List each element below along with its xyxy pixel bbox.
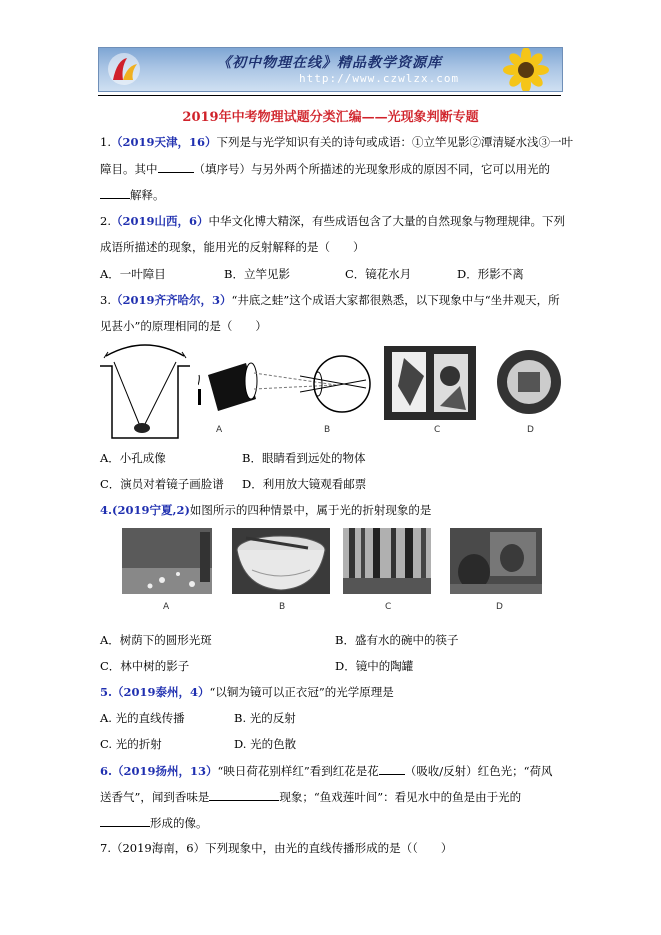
q6-source: 6.（2019扬州，13） bbox=[100, 764, 218, 778]
q4-label-c: C bbox=[385, 602, 392, 612]
q5-line1 bbox=[100, 684, 394, 700]
q1-text2a: 障目。其中 bbox=[100, 162, 158, 176]
q1-text2b: （填序号）与另外两个所描述的光现象形成的原因不同，它可以用光的 bbox=[193, 162, 550, 176]
q3-label-a: A bbox=[216, 425, 223, 435]
q1-source: （2019天津，16） bbox=[110, 135, 217, 149]
q5-option-c[interactable]: C. 光的折射 bbox=[100, 737, 162, 751]
q6-text1a: “映日荷花别样红”看到红花是花 bbox=[217, 764, 379, 778]
q6-text2a: 送香气”，闻到香味是 bbox=[100, 790, 210, 804]
q1-text3: 解释。 bbox=[130, 188, 165, 202]
q1-number: 1. bbox=[100, 135, 111, 149]
banner-url: http://www.czwlzx.com bbox=[299, 72, 460, 85]
q4-option-b[interactable]: B．盛有水的碗中的筷子 bbox=[335, 633, 459, 647]
sunflower-icon bbox=[496, 48, 556, 91]
q6-text2b: 现象；“鱼戏莲叶间”：看见水中的鱼是由于光的 bbox=[279, 790, 522, 804]
q2-option-d[interactable]: D．形影不离 bbox=[457, 267, 524, 281]
q4-bowl-chopsticks-photo bbox=[232, 528, 330, 594]
site-logo-icon bbox=[107, 52, 141, 86]
q1-line1 bbox=[100, 134, 573, 150]
q2-option-a[interactable]: A．一叶障目 bbox=[100, 267, 166, 281]
q3-line2: 见甚小”的原理相同的是（ ） bbox=[100, 319, 267, 333]
q2-option-c[interactable]: C．镜花水月 bbox=[345, 267, 412, 281]
q4-source: 4.(2019宁夏,2) bbox=[100, 503, 190, 517]
q6-blank3[interactable] bbox=[100, 814, 150, 827]
q3-text1: “井底之蛙”这个成语大家都很熟悉，以下现象中与“坐井观天，所 bbox=[231, 293, 560, 307]
q6-blank2[interactable] bbox=[209, 788, 279, 801]
q6-text3: 形成的像。 bbox=[150, 816, 208, 830]
q6-line2 bbox=[100, 788, 521, 805]
q7-number: 7. bbox=[100, 841, 111, 855]
q4-label-b: B bbox=[279, 602, 286, 612]
q3-eye-figure bbox=[300, 348, 380, 418]
q3-number: 3. bbox=[100, 293, 111, 307]
q3-label-d: D bbox=[527, 425, 534, 435]
q3-option-c[interactable]: C．演员对着镜子画脸谱 bbox=[100, 477, 224, 491]
q6-text1b: （吸收/反射）红色光；“荷风 bbox=[404, 764, 553, 778]
q3-label-b: B bbox=[324, 425, 331, 435]
q7-line1 bbox=[100, 840, 452, 856]
q3-source: （2019齐齐哈尔，3） bbox=[110, 293, 232, 307]
q5-option-b[interactable]: B. 光的反射 bbox=[234, 711, 296, 725]
page-title: 2019年中考物理试题分类汇编——光现象判断专题 bbox=[182, 110, 479, 125]
q2-line1 bbox=[100, 213, 565, 229]
q1-blank1[interactable] bbox=[158, 160, 194, 173]
banner-title: 《初中物理在线》精品教学资源库 bbox=[217, 55, 442, 71]
q4-tree-shade-photo bbox=[122, 528, 212, 594]
q3-mirror-photo bbox=[384, 346, 476, 420]
q1-blank2[interactable] bbox=[100, 186, 130, 199]
q4-mirror-jar-photo bbox=[450, 528, 542, 594]
q3-option-b[interactable]: B．眼睛看到远处的物体 bbox=[242, 451, 366, 465]
header-rule bbox=[98, 95, 561, 96]
q7-text1: 下列现象中，由光的直线传播形成的是（（ ） bbox=[205, 841, 453, 855]
q1-text1: 下列是与光学知识有关的诗句或成语：①立竿见影②潭清疑水浅③一叶 bbox=[216, 135, 573, 149]
header-banner bbox=[98, 47, 563, 92]
q3-option-d[interactable]: D．利用放大镜观看邮票 bbox=[242, 477, 367, 491]
q2-number: 2. bbox=[100, 214, 111, 228]
q6-blank1[interactable] bbox=[379, 762, 405, 775]
q4-option-c[interactable]: C．林中树的影子 bbox=[100, 659, 190, 673]
q1-line2 bbox=[100, 160, 550, 177]
q1-line3 bbox=[100, 186, 165, 203]
q4-option-d[interactable]: D．镜中的陶罐 bbox=[335, 659, 414, 673]
q4-label-d: D bbox=[496, 602, 503, 612]
q5-source: 5.（2019泰州，4） bbox=[100, 685, 210, 699]
q2-text1: 中华文化博大精深，有些成语包含了大量的自然现象与物理规律。下列 bbox=[208, 214, 565, 228]
q5-option-a[interactable]: A. 光的直线传播 bbox=[100, 711, 185, 725]
q6-line1 bbox=[100, 762, 553, 779]
q2-option-b[interactable]: B．立竿见影 bbox=[224, 267, 290, 281]
q4-text1: 如图所示的四种情景中，属于光的折射现象的是 bbox=[189, 503, 432, 517]
q4-forest-photo bbox=[343, 528, 431, 594]
q3-well-frog-figure bbox=[100, 338, 190, 440]
q2-source: （2019山西，6） bbox=[110, 214, 209, 228]
q3-line1 bbox=[100, 292, 560, 308]
q5-text1: “以铜为镜可以正衣冠”的光学原理是 bbox=[209, 685, 394, 699]
q5-option-d[interactable]: D. 光的色散 bbox=[234, 737, 297, 751]
q7-source: （2019海南，6） bbox=[110, 841, 206, 855]
q3-label-c: C bbox=[434, 425, 441, 435]
q4-line1 bbox=[100, 502, 431, 518]
q3-option-a[interactable]: A．小孔成像 bbox=[100, 451, 166, 465]
q4-label-a: A bbox=[163, 602, 170, 612]
q3-stamp-photo bbox=[494, 346, 564, 418]
q2-line2: 成语所描述的现象，能用光的反射解释的是（ ） bbox=[100, 240, 365, 254]
q4-option-a[interactable]: A．树荫下的圆形光斑 bbox=[100, 633, 212, 647]
q6-line3 bbox=[100, 814, 208, 831]
